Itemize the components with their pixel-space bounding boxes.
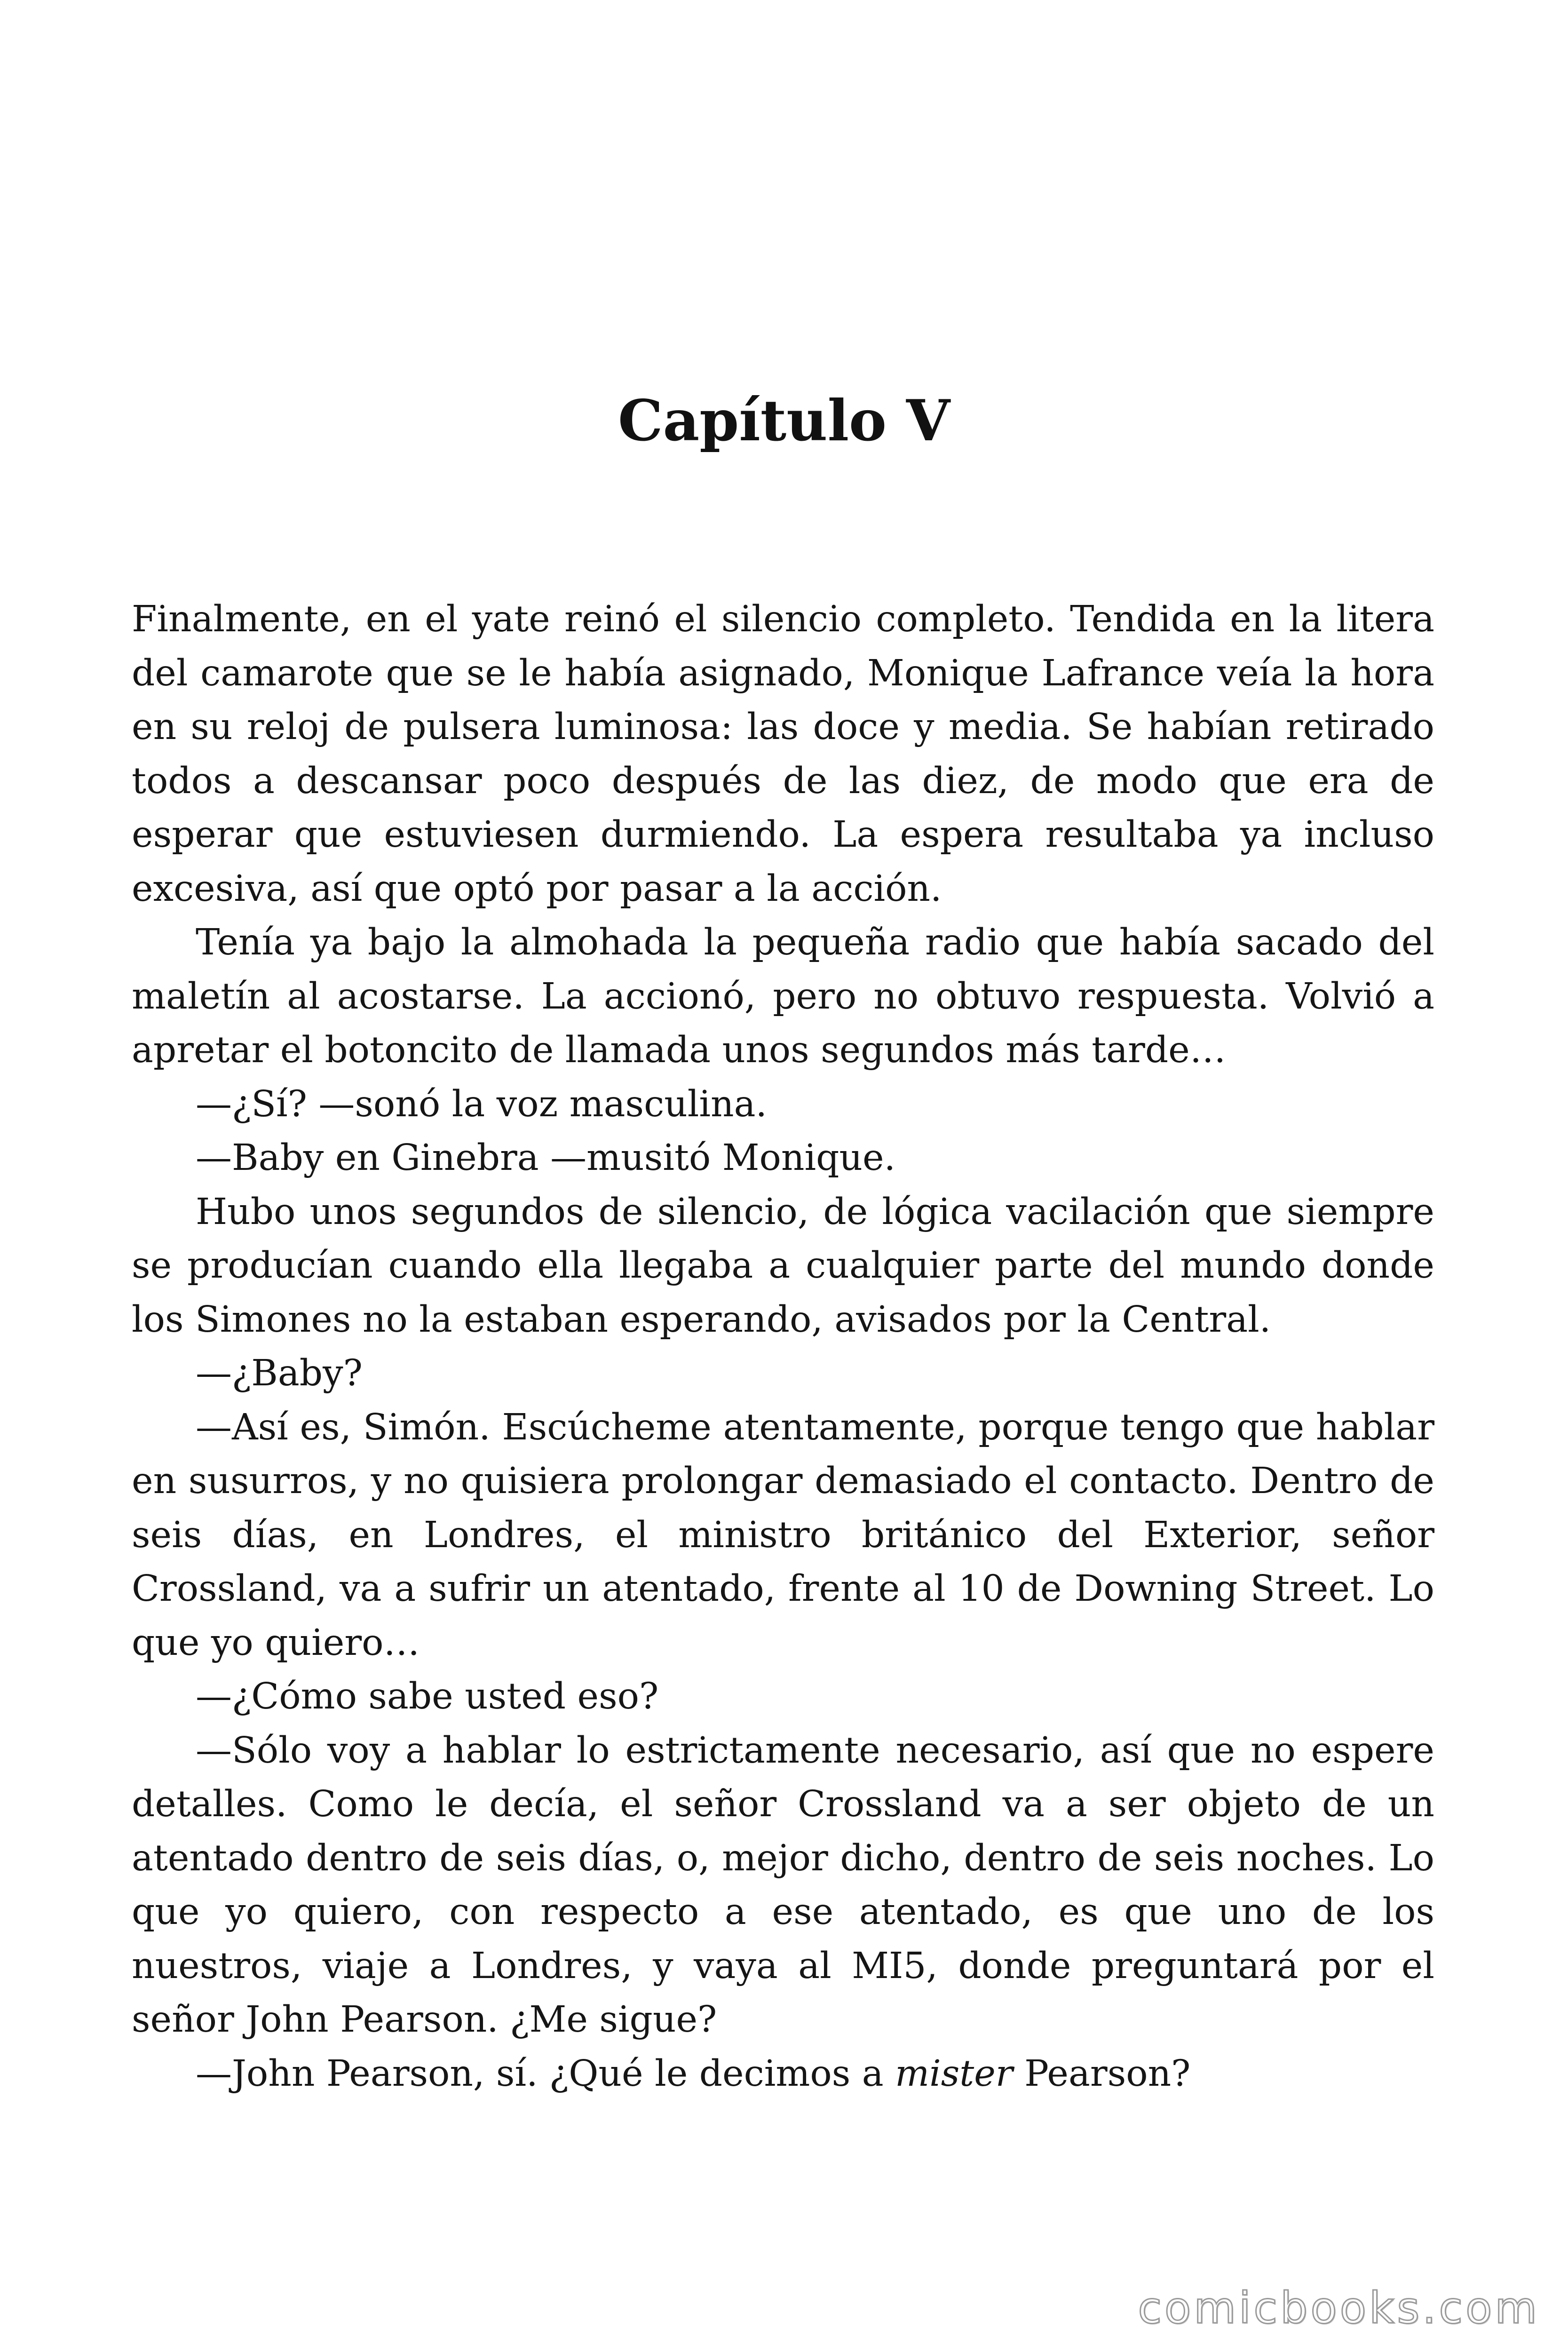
dialogue-line: —¿Baby?	[196, 1352, 363, 1394]
italic-emphasis: mister	[895, 2052, 1013, 2095]
body-text	[132, 593, 1434, 2101]
paragraph: Finalmente, en el yate reinó el silencio completo. Tendida en la litera del camarote que se le había asignado, Monique Lafrance veía la hora en su reloj de pulsera luminosa: las doce y media. Se habían retirado todos a descansar poco después de las diez, de modo que era de esperar que estuviesen durmiendo. La espera resultaba ya incluso excesiva, así que optó por pasar a la acción.	[132, 598, 1434, 910]
dialogue-line: —¿Sí? —sonó la voz masculina.	[196, 1083, 768, 1125]
chapter-title: Capítulo V	[618, 388, 950, 454]
dialogue-text-after: Pearson?	[1013, 2052, 1191, 2095]
dialogue-line: —Así es, Simón. Escúcheme atentamente, porque tengo que hablar en susurros, y no quisiera prolongar demasiado el contacto. Dentro de seis días, en Londres, el ministro británico del Exterior, señor Crossland, va a sufrir un atentado, frente al 10 de Downing Street. Lo que yo quiero…	[132, 1406, 1434, 1664]
dialogue-text-before: —John Pearson, sí. ¿Qué le decimos a	[196, 2052, 895, 2095]
dialogue-line: —Sólo voy a hablar lo estrictamente necesario, así que no espere detalles. Como le decía, el señor Crossland va a ser objeto de un atentado dentro de seis días, o, mejor dicho, dentro de seis noches. Lo que yo quiero, con respecto a ese atentado, es que uno de los nuestros, viaje a Londres, y vaya al MI5, donde preguntará por el señor John Pearson. ¿Me sigue?	[132, 1729, 1434, 2041]
paragraph: Hubo unos segundos de silencio, de lógica vacilación que siempre se producían cuando ella llegaba a cualquier parte del mundo donde los Simones no la estaban esperando, avisados por la Central.	[132, 1191, 1434, 1341]
paragraph: Tenía ya bajo la almohada la pequeña radio que había sacado del maletín al acostarse. La accionó, pero no obtuvo respuesta. Volvió a apretar el botoncito de llamada unos segundos más tarde…	[132, 922, 1434, 1071]
dialogue-line: —Baby en Ginebra —musitó Monique.	[196, 1137, 896, 1179]
dialogue-line: —¿Cómo sabe usted eso?	[196, 1676, 659, 1717]
watermark: comicbooks.com	[1138, 2283, 1540, 2333]
dialogue-line-last	[132, 2047, 1434, 2101]
